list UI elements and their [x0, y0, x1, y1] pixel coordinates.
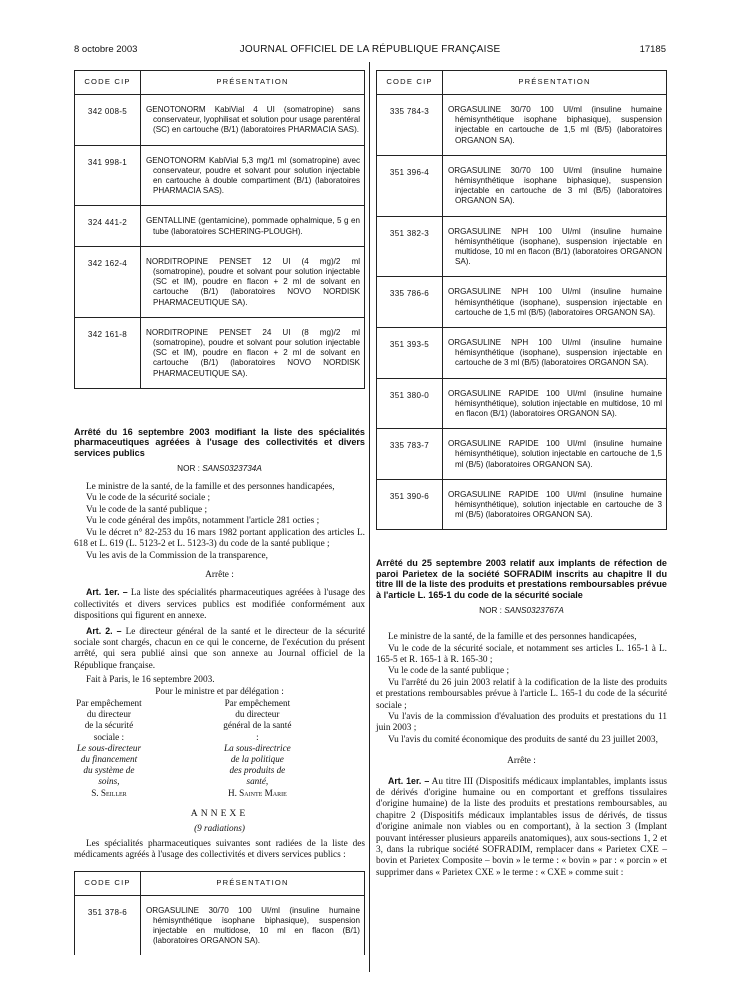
- arrete1-pour: Pour le ministre et par délégation :: [155, 686, 284, 697]
- arrete1-nor: NOR : SANS0323734A: [177, 464, 262, 474]
- arrete1-p5: Vu le décret n° 82-253 du 16 mars 1982 portant application des articles L. 618 et L. 619 (L. 5123-2 et L. 5123-3) du code de la santé publique ;: [74, 527, 365, 550]
- arrete2-p2: Vu le code de la sécurité sociale, et notamment ses articles L. 165-1 à L. 165-5 et R. 165-1 à R. 165-30 ;: [376, 643, 667, 665]
- presentation-cell: [443, 277, 667, 328]
- presentation-cell: [141, 317, 365, 388]
- table-row: [75, 317, 365, 388]
- col-header-code: CODE CIP: [75, 71, 141, 95]
- signature-right: Par empêchement du directeur général de la santé : La sous-directrice de la politique des produits de santé, H. Sainte Marie: [223, 697, 292, 798]
- arrete1-p4: Vu le code général des impôts, notamment l'article 281 octies ;: [86, 516, 320, 527]
- presentation-text: GENOTONORM KabiVial 5,3 mg/1 ml (somatropine) avec conservateur, poudre et solvant pour solution injectable en cartouche à double compartiment (B/1) (laboratoires PHARMACIA SAS).: [146, 155, 360, 196]
- presentation-text: ORGASULINE RAPIDE 100 UI/ml (insuline humaine hémisynthétique), solution injectable en cartouche de 3 ml (B/5) (laboratoires ORGANON SA).: [448, 489, 662, 520]
- presentation-text: ORGASULINE NPH 100 UI/ml (insuline humaine hémisynthétique (isophane), suspension injectable en cartouche de 3 ml (B/5) (laboratoires ORGANON SA).: [448, 338, 662, 368]
- journal-title: JOURNAL OFFICIEL DE LA RÉPUBLIQUE FRANÇAISE: [239, 44, 501, 55]
- arrete2-art1: Art. 1er. – Au titre III (Dispositifs médicaux implantables, implants issus de dérivés d'origine humaine ou en comportant et greffons tissulaires d'origine humaine) de la liste des produits et prestations remboursables, au chapitre 2 (Dispositifs médicaux implantables issus de dérivés, de tissus d'origine animale non viables ou en comportant), à la section 3 (Implant pouvant intéresser plusieurs appareils anatomiques), aux sous-sections 1, 2 et 3, dans la rubrique société SOFRADIM, remplacer dans « Parietex CXE – bovin et Parietex Composite – bovin » le terme : « bovin » par : « porcin » et supprimer dans « Parietex CXE » le terme : « CXE » comme suit :: [376, 775, 667, 878]
- presentation-text: ORGASULINE RAPIDE 100 UI/ml (insuline humaine hémisynthétique), solution injectable en cartouche de 1,5 ml (B/5) (laboratoires ORGANON SA).: [448, 439, 662, 469]
- presentation-cell: [443, 328, 667, 379]
- cip-code: 335 786-6: [377, 277, 443, 328]
- arrete1-art1: Art. 1er. – La liste des spécialités pharmaceutiques agréées à l'usage des collectivités et divers services publics est modifiée conformément aux dispositions qui figurent en annexe.: [74, 587, 365, 622]
- col-header-presentation: PRÉSENTATION: [141, 871, 365, 895]
- arrete2-p1: Le ministre de la santé, de la famille et des personnes handicapées,: [388, 632, 637, 643]
- page-number: 17185: [639, 44, 666, 55]
- col-header-presentation: PRÉSENTATION: [443, 71, 667, 95]
- table-row: [377, 479, 667, 530]
- presentation-cell: [443, 429, 667, 480]
- presentation-cell: [141, 895, 365, 955]
- col-header-code: CODE CIP: [75, 871, 141, 895]
- arrete1-art2: Art. 2. – Le directeur général de la santé et le directeur de la sécurité sociale sont chargés, chacun en ce qui le concerne, de l'exécution du présent arrêté, qui sera publié ainsi que son annexe au Journal officiel de la République française.: [74, 625, 365, 671]
- presentation-text: NORDITROPINE PENSET 12 UI (4 mg)/2 ml (somatropine), poudre et solvant pour solution injectable (SC et IM), poudre en flacon + 2 ml de solvant en cartouche (B/1) (laboratoires NOVO NORDISK PHARMACEUTIQUE SA).: [146, 256, 360, 307]
- arrete2-arrete: Arrête :: [507, 756, 536, 767]
- left-column: [74, 70, 365, 955]
- arrete1-title: Arrêté du 16 septembre 2003 modifiant la liste des spécialités pharmaceutiques agréées à l'usage des collectivités et divers services publics: [74, 426, 365, 458]
- col-header-code: CODE CIP: [377, 71, 443, 95]
- cip-code: 342 008-5: [75, 95, 141, 146]
- presentation-cell: [443, 155, 667, 216]
- presentation-text: ORGASULINE 30/70 100 UI/ml (insuline humaine hémisynthétique isophane biphasique), suspension injectable en cartouche de 3 ml (B/5) (laboratoires ORGANON SA).: [448, 165, 662, 206]
- arrete1-p3: Vu le code de la santé publique ;: [86, 504, 208, 515]
- radiations-count: (9 radiations): [194, 822, 245, 833]
- arrete1-arrete: Arrête :: [205, 569, 234, 580]
- cip-code: 342 161-8: [75, 317, 141, 388]
- left-table-body: [75, 95, 365, 389]
- cip-table-right: [376, 70, 667, 530]
- presentation-text: ORGASULINE RAPIDE 100 UI/ml (insuline humaine hémisynthétique), solution injectable en multidose, 10 ml en flacon (B/1) (laboratoires ORGANON SA).: [448, 388, 662, 419]
- arrete2-p3: Vu le code de la santé publique ;: [388, 666, 510, 677]
- presentation-text: GENTALLINE (gentamicine), pommade ophalmique, 5 g en tube (laboratoires SCHERING-PLOUGH).: [146, 216, 360, 236]
- cip-code: 335 783-7: [377, 429, 443, 480]
- cip-code: 335 784-3: [377, 95, 443, 156]
- presentation-cell: [141, 206, 365, 246]
- arrete2-nor: NOR : SANS0323767A: [479, 606, 564, 616]
- presentation-cell: [443, 378, 667, 429]
- cip-table-left-2: [74, 871, 365, 956]
- page-header: [74, 44, 666, 58]
- table-row: [377, 95, 667, 156]
- annexe-heading: ANNEXE: [190, 807, 249, 819]
- right-column: [376, 70, 667, 879]
- presentation-cell: [443, 479, 667, 530]
- table-row: [377, 378, 667, 429]
- cip-code: 351 380-0: [377, 378, 443, 429]
- cip-code: 341 998-1: [75, 145, 141, 206]
- column-divider: [369, 62, 370, 972]
- presentation-cell: [141, 246, 365, 317]
- table-row: [75, 246, 365, 317]
- arrete1-p6: Vu les avis de la Commission de la transparence,: [86, 550, 268, 561]
- cip-code: 351 390-6: [377, 479, 443, 530]
- cip-code: 342 162-4: [75, 246, 141, 317]
- col-header-presentation: PRÉSENTATION: [141, 71, 365, 95]
- presentation-text: NORDITROPINE PENSET 24 UI (8 mg)/2 ml (somatropine), poudre et solvant pour solution injectable (SC et IM), poudre en flacon + 2 ml de solvant en cartouche (B/1) (laboratoires NOVO NORDISK PHARMACEUTIQUE SA).: [146, 327, 360, 378]
- cip-code: 351 396-4: [377, 155, 443, 216]
- left-table2-body: [75, 895, 365, 955]
- cip-code: 351 393-5: [377, 328, 443, 379]
- presentation-text: ORGASULINE NPH 100 UI/ml (insuline humaine hémisynthétique (isophane), suspension injectable en multidose, 10 ml en flacon (B/1) (laboratoires ORGANON SA).: [448, 226, 662, 267]
- presentation-cell: [141, 95, 365, 146]
- presentation-cell: [443, 216, 667, 277]
- arrete1-p2: Vu le code de la sécurité sociale ;: [86, 493, 211, 504]
- arrete2-p5: Vu l'avis de la commission d'évaluation des produits et prestations du 11 juin 2003 ;: [376, 711, 667, 734]
- arrete1-fait: Fait à Paris, le 16 septembre 2003.: [86, 675, 215, 686]
- table-row: [75, 145, 365, 206]
- presentation-text: ORGASULINE 30/70 100 UI/ml (insuline humaine hémisynthétique isophane biphasique), suspension injectable en cartouche de 1,5 ml (B/5) (laboratoires ORGANON SA).: [448, 105, 662, 145]
- table-row: [377, 328, 667, 379]
- cip-code: 351 378-6: [75, 895, 141, 955]
- table-row: [377, 429, 667, 480]
- issue-date: 8 octobre 2003: [74, 44, 138, 55]
- presentation-text: GENOTONORM KabiVial 4 UI (somatropine) sans conservateur, lyophilisat et solution pour usage parentéral (SC) en cartouche (B/1) (laboratoires PHARMACIA SAS).: [146, 105, 360, 135]
- presentation-text: ORGASULINE NPH 100 UI/ml (insuline humaine hémisynthétique (isophane), suspension injectable en cartouche de 1,5 ml (B/5) (laboratoires ORGANON SA).: [448, 287, 662, 317]
- annexe-intro: Les spécialités pharmaceutiques suivantes sont radiées de la liste des médicaments agréés à l'usage des collectivités et divers services publics :: [74, 838, 365, 861]
- arrete2-title: Arrêté du 25 septembre 2003 relatif aux implants de réfection de paroi Parietex de la société SOFRADIM inscrits au chapitre II du titre III de la liste des produits et prestations remboursables prévue à l'article L. 165-1 du code de la sécurité sociale: [376, 558, 667, 600]
- right-table-body: [377, 95, 667, 530]
- table-row: [75, 95, 365, 146]
- cip-code: 324 441-2: [75, 206, 141, 246]
- arrete2-p4: Vu l'arrêté du 26 juin 2003 relatif à la codification de la liste des produits et prestations remboursables prévue à l'article L. 165-1 du code de la sécurité sociale ;: [376, 677, 667, 711]
- arrete2-p6: Vu l'avis du comité économique des produits de santé du 23 juillet 2003,: [388, 734, 658, 745]
- table-row: [377, 216, 667, 277]
- arrete1-p1: Le ministre de la santé, de la famille et des personnes handicapées,: [86, 482, 335, 493]
- table-row: [377, 277, 667, 328]
- table-row: [75, 206, 365, 246]
- presentation-cell: [141, 145, 365, 206]
- cip-code: 351 382-3: [377, 216, 443, 277]
- table-row: [377, 155, 667, 216]
- presentation-text: ORGASULINE 30/70 100 UI/ml (insuline humaine hémisynthétique isophane biphasique), suspension injectable en multidose, 10 ml en flacon (B/1) (laboratoires ORGANON SA).: [146, 905, 360, 946]
- signatures: [74, 698, 365, 799]
- cip-table-left: [74, 70, 365, 389]
- presentation-cell: [443, 95, 667, 156]
- table-row: [75, 895, 365, 955]
- signature-left: Par empêchement du directeur de la sécurité sociale : Le sous-directeur du financement du système de soins, S. Seiller: [76, 697, 142, 798]
